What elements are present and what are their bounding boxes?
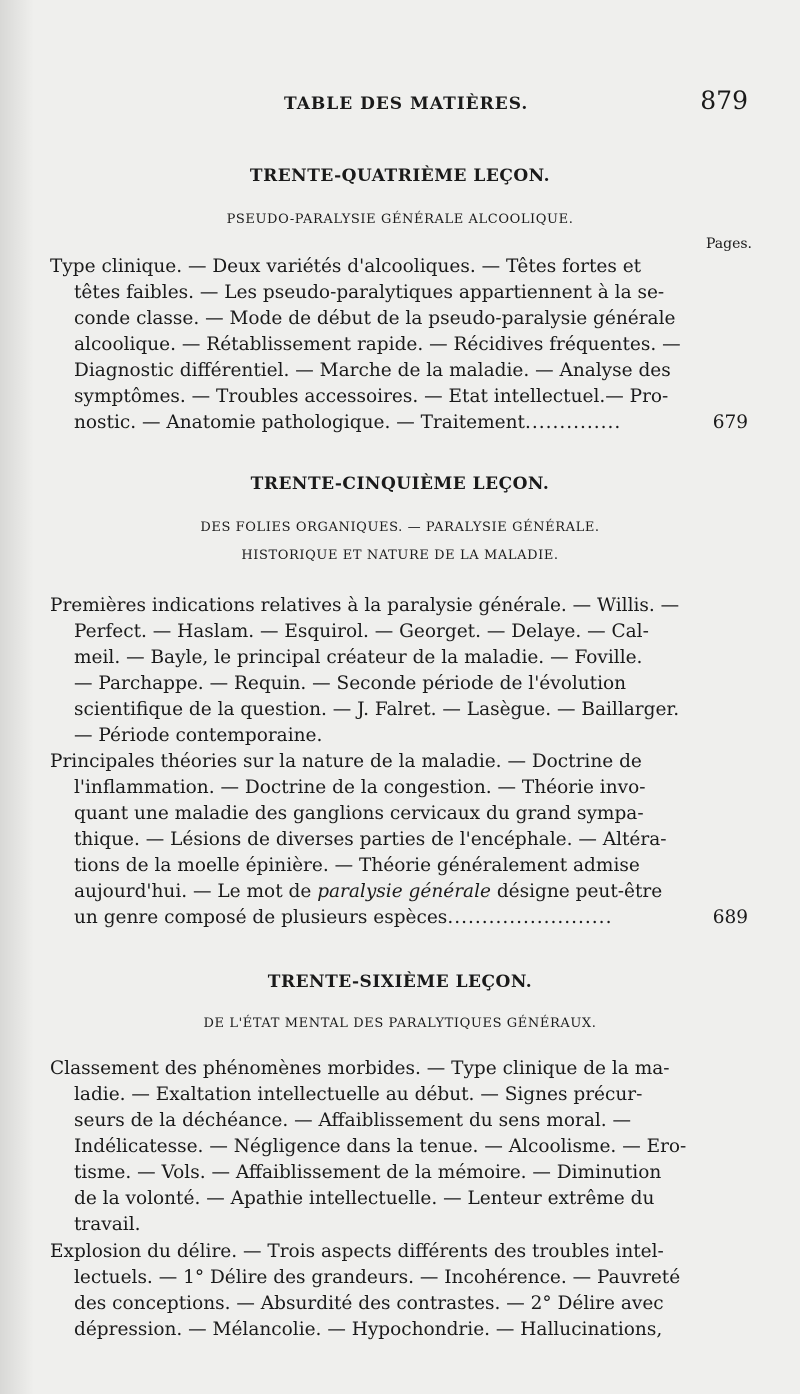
entry-line: — Période contemporaine. [74, 725, 323, 746]
leader-dots: .............. [524, 412, 622, 433]
entry-page-number: 679 [712, 412, 748, 433]
lesson-35-entry-2 [50, 749, 748, 931]
entry-line: Explosion du délire. — Trois aspects différents des troubles intel- [50, 1241, 664, 1262]
italic-phrase: paralysie générale [317, 881, 491, 902]
entry-line: tions de la moelle épinière. — Théorie généralement admise [74, 855, 640, 876]
entry-line: quant une maladie des ganglions cervicaux du grand sympa- [74, 803, 644, 824]
entry-line: seurs de la déchéance. — Affaiblissement du sens moral. — [74, 1110, 632, 1131]
entry-text: nostic. — Anatomie pathologique. — Traitement [74, 412, 525, 433]
page-header [0, 86, 800, 122]
entry-text: aujourd'hui. — Le mot de [74, 881, 312, 902]
lesson-35-entry-1 [50, 593, 748, 749]
entry-line: Principales théories sur la nature de la maladie. — Doctrine de [50, 751, 642, 772]
lesson-34-subtitle: PSEUDO-PARALYSIE GÉNÉRALE ALCOOLIQUE. [226, 212, 574, 227]
entry-line: scientifique de la question. — J. Falret. — Lasègue. — Baillarger. [74, 699, 680, 720]
entry-line: symptômes. — Troubles accessoires. — Etat intellectuel.— Pro- [74, 386, 669, 407]
pages-label: Pages. [705, 236, 752, 252]
entry-text: désigne peut-être [496, 881, 663, 902]
lesson-36-subtitle: DE L'ÉTAT MENTAL DES PARALYTIQUES GÉNÉRAUX. [203, 1016, 597, 1031]
entry-line: ladie. — Exaltation intellectuelle au début. — Signes précur- [74, 1084, 643, 1105]
entry-text: un genre composé de plusieurs espèces [74, 907, 448, 928]
entry-line: dépression. — Mélancolie. — Hypochondrie. — Hallucinations, [74, 1319, 663, 1340]
lesson-36-title: TRENTE-SIXIÈME LEÇON. [267, 972, 533, 992]
entry-line-last [50, 905, 748, 931]
entry-line: conde classe. — Mode de début de la pseudo-paralysie générale [74, 308, 676, 329]
lesson-36-entry-1 [50, 1056, 748, 1238]
entry-line: Premières indications relatives à la paralysie générale. — Willis. — [50, 595, 680, 616]
entry-line: de la volonté. — Apathie intellectuelle. — Lenteur extrême du [74, 1188, 655, 1209]
entry-line: des conceptions. — Absurdité des contrastes. — 2° Délire avec [74, 1293, 664, 1314]
entry-line: alcoolique. — Rétablissement rapide. — Récidives fréquentes. — [74, 334, 681, 355]
lesson-34-title: TRENTE-QUATRIÈME LEÇON. [249, 166, 551, 186]
entry-line: Diagnostic différentiel. — Marche de la maladie. — Analyse des [74, 360, 671, 381]
entry-line: Type clinique. — Deux variétés d'alcooliques. — Têtes fortes et [50, 256, 642, 277]
entry-line: thique. — Lésions de diverses parties de l'encéphale. — Altéra- [74, 829, 667, 850]
entry-line: tisme. — Vols. — Affaiblissement de la mémoire. — Diminution [74, 1162, 662, 1183]
lesson-35-title: TRENTE-CINQUIÈME LEÇON. [250, 474, 550, 494]
entry-line: Indélicatesse. — Négligence dans la tenue. — Alcoolisme. — Ero- [74, 1136, 687, 1157]
entry-line: travail. [74, 1214, 141, 1235]
lesson-34-entry [50, 254, 748, 436]
entry-line: Perfect. — Haslam. — Esquirol. — Georget. — Delaye. — Cal- [74, 621, 649, 642]
lesson-35-subtitle-1: DES FOLIES ORGANIQUES. — PARALYSIE GÉNÉRALE. [200, 520, 600, 535]
lesson-35-subtitle-2: HISTORIQUE ET NATURE DE LA MALADIE. [241, 548, 559, 563]
entry-line: — Parchappe. — Requin. — Seconde période de l'évolution [74, 673, 627, 694]
entry-page-number: 689 [712, 907, 748, 928]
entry-line: meil. — Bayle, le principal créateur de la maladie. — Foville. [74, 647, 643, 668]
entry-line: Classement des phénomènes morbides. — Type clinique de la ma- [50, 1058, 670, 1079]
entry-line [50, 879, 748, 905]
lesson-36-entry-2 [50, 1239, 748, 1343]
entry-line: l'inflammation. — Doctrine de la congestion. — Théorie invo- [74, 777, 646, 798]
leader-dots: ........................ [447, 907, 613, 928]
page-number: 879 [700, 86, 748, 115]
entry-line: lectuels. — 1° Délire des grandeurs. — Incohérence. — Pauvreté [74, 1267, 681, 1288]
running-title: TABLE DES MATIÈRES. [284, 94, 529, 114]
entry-line: têtes faibles. — Les pseudo-paralytiques appartiennent à la se- [74, 282, 665, 303]
entry-line-last [50, 410, 748, 436]
